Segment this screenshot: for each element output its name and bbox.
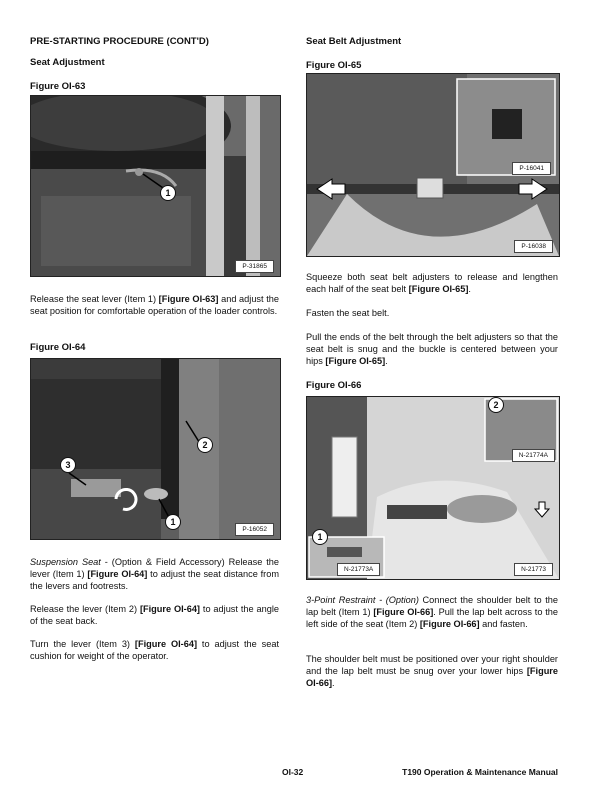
callout-1: 1	[165, 514, 181, 530]
seat-belt-heading: Seat Belt Adjustment	[306, 36, 402, 47]
suspension-seat-illustration	[31, 359, 280, 539]
inset-bottom-figure-code: N-21773A	[337, 563, 380, 576]
figure-oi-63-label: Figure OI-63	[30, 81, 86, 92]
inset-top-figure-code: N-21774A	[512, 449, 555, 462]
three-point-restraint-paragraph: 3-Point Restraint - (Option) Connect the shoulder belt to the lap belt (Item 1) [Figure OI-66]. Pull the lap belt across to the left side of the seat (Item 2) [Figure OI-66] and fasten.	[306, 595, 558, 630]
page-number: OI-32	[282, 767, 304, 777]
figure-oi-66-photo	[306, 396, 560, 580]
squeeze-adjusters-paragraph: Squeeze both seat belt adjusters to release and lengthen each half of the seat belt [Figure OI-65].	[306, 272, 558, 295]
figure-oi-66-label: Figure OI-66	[306, 380, 362, 391]
figure-oi-63-photo	[30, 95, 281, 277]
callout-2: 2	[488, 397, 504, 413]
fasten-paragraph: Fasten the seat belt.	[306, 308, 390, 318]
shoulder-belt-paragraph: The shoulder belt must be positioned over your right shoulder and the lap belt must be snug over your lower hips [Figure OI-66].	[306, 654, 558, 689]
cushion-paragraph: Turn the lever (Item 3) [Figure OI-64] to adjust the seat cushion for weight of the operator.	[30, 639, 279, 662]
figure-oi-65-label: Figure OI-65	[306, 60, 362, 71]
callout-1: 1	[160, 185, 176, 201]
figure-code: P-16038	[514, 240, 553, 253]
manual-title: T190 Operation & Maintenance Manual	[402, 767, 558, 777]
section-heading: PRE-STARTING PROCEDURE (CONT'D)	[30, 36, 209, 47]
seat-lever-paragraph: Release the seat lever (Item 1) [Figure OI-63] and adjust the seat position for comfortable operation of the loader controls.	[30, 294, 279, 317]
figure-code: P-16052	[235, 523, 274, 536]
callout-1: 1	[312, 529, 328, 545]
seat-adjustment-heading: Seat Adjustment	[30, 57, 105, 68]
figure-code: P-31865	[235, 260, 274, 273]
figure-oi-65-photo	[306, 73, 560, 257]
callout-3: 3	[60, 457, 76, 473]
figure-oi-64-label: Figure OI-64	[30, 342, 86, 353]
figure-code: N-21773	[514, 563, 553, 576]
seat-back-paragraph: Release the lever (Item 2) [Figure OI-64] to adjust the angle of the seat back.	[30, 604, 279, 627]
seat-lever-illustration	[31, 96, 280, 276]
callout-2: 2	[197, 437, 213, 453]
figure-oi-64-photo	[30, 358, 281, 540]
pull-ends-paragraph: Pull the ends of the belt through the belt adjusters so that the seat belt is snug and the buckle is centered between your hips [Figure OI-65].	[306, 332, 558, 367]
inset-figure-code: P-16041	[512, 162, 551, 175]
suspension-seat-paragraph: Suspension Seat - (Option & Field Accessory) Release the lever (Item 1) [Figure OI-64] to adjust the seat distance from the levers and footrests.	[30, 557, 280, 592]
three-point-restraint-illustration	[307, 397, 559, 579]
